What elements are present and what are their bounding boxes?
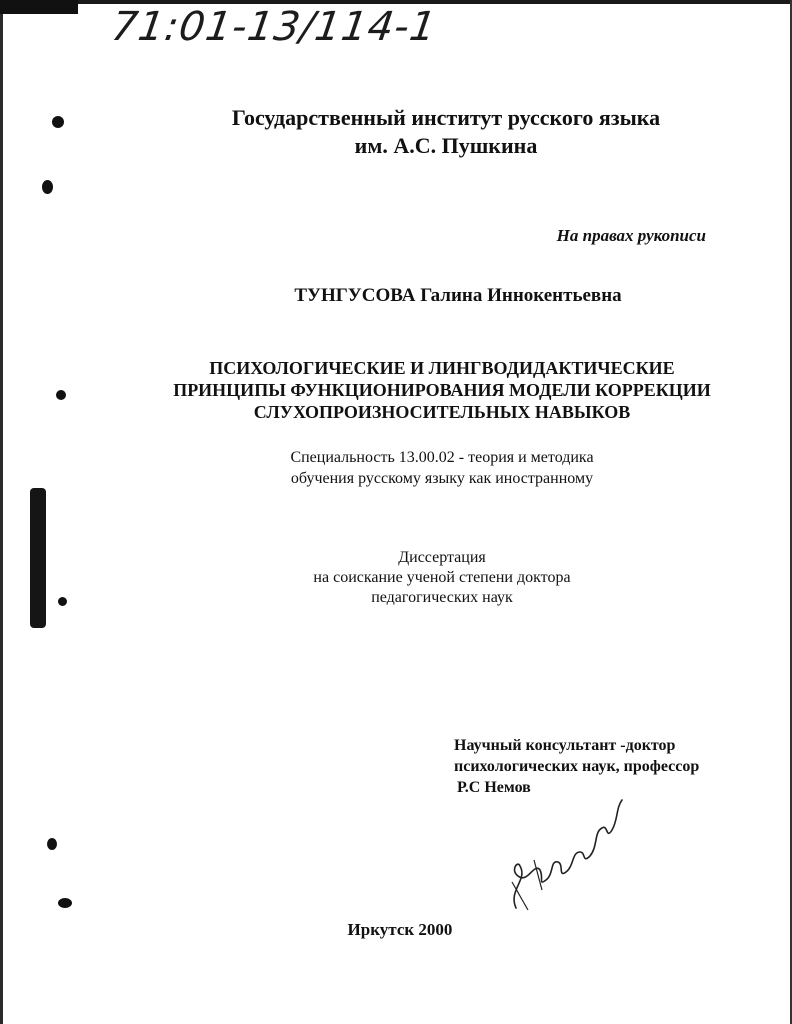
title-line-1: ПСИХОЛОГИЧЕСКИЕ И ЛИНГВОДИДАКТИЧЕСКИЕ: [209, 358, 675, 378]
binding-mark: [30, 488, 46, 628]
punch-hole: [42, 180, 53, 194]
dissertation-line-1: Диссертация: [398, 549, 486, 566]
manuscript-note: На правах рукописи: [556, 226, 706, 245]
consultant-name: Р.С Немов: [457, 779, 531, 796]
title-line-3: СЛУХОПРОИЗНОСИТЕЛЬНЫХ НАВЫКОВ: [253, 402, 631, 422]
scientific-consultant: [454, 735, 699, 798]
dissertation-line-3: педагогических наук: [371, 589, 513, 606]
author-name: ТУНГУСОВА Галина Иннокентьевна: [294, 285, 622, 306]
scan-corner-mark: [0, 0, 78, 14]
dissertation-title: [46, 357, 792, 423]
dissertation-type: [46, 548, 792, 608]
specialty: [46, 447, 792, 489]
consultant-line-1: Научный консультант -доктор: [454, 737, 676, 754]
accession-number: 71:01-13/114-1: [108, 4, 440, 50]
institute-name: [50, 104, 792, 160]
institute-line-1: Государственный институт русского языка: [231, 105, 661, 130]
punch-hole: [58, 898, 72, 908]
specialty-line-1: Специальность 13.00.02 - теория и методика: [290, 449, 594, 466]
dissertation-line-2: на соискание ученой степени доктора: [313, 569, 571, 586]
title-line-2: ПРИНЦИПЫ ФУНКЦИОНИРОВАНИЯ МОДЕЛИ КОРРЕКЦИИ: [173, 380, 711, 400]
handwritten-signature: [498, 790, 628, 920]
consultant-line-2: психологических наук, профессор: [454, 758, 700, 775]
specialty-line-2: обучения русскому языку как иностранному: [290, 470, 594, 487]
punch-hole: [47, 838, 57, 850]
institute-line-2: им. А.С. Пушкина: [354, 133, 538, 158]
city-year: Иркутск 2000: [347, 920, 453, 939]
scan-border-left: [0, 0, 3, 1024]
